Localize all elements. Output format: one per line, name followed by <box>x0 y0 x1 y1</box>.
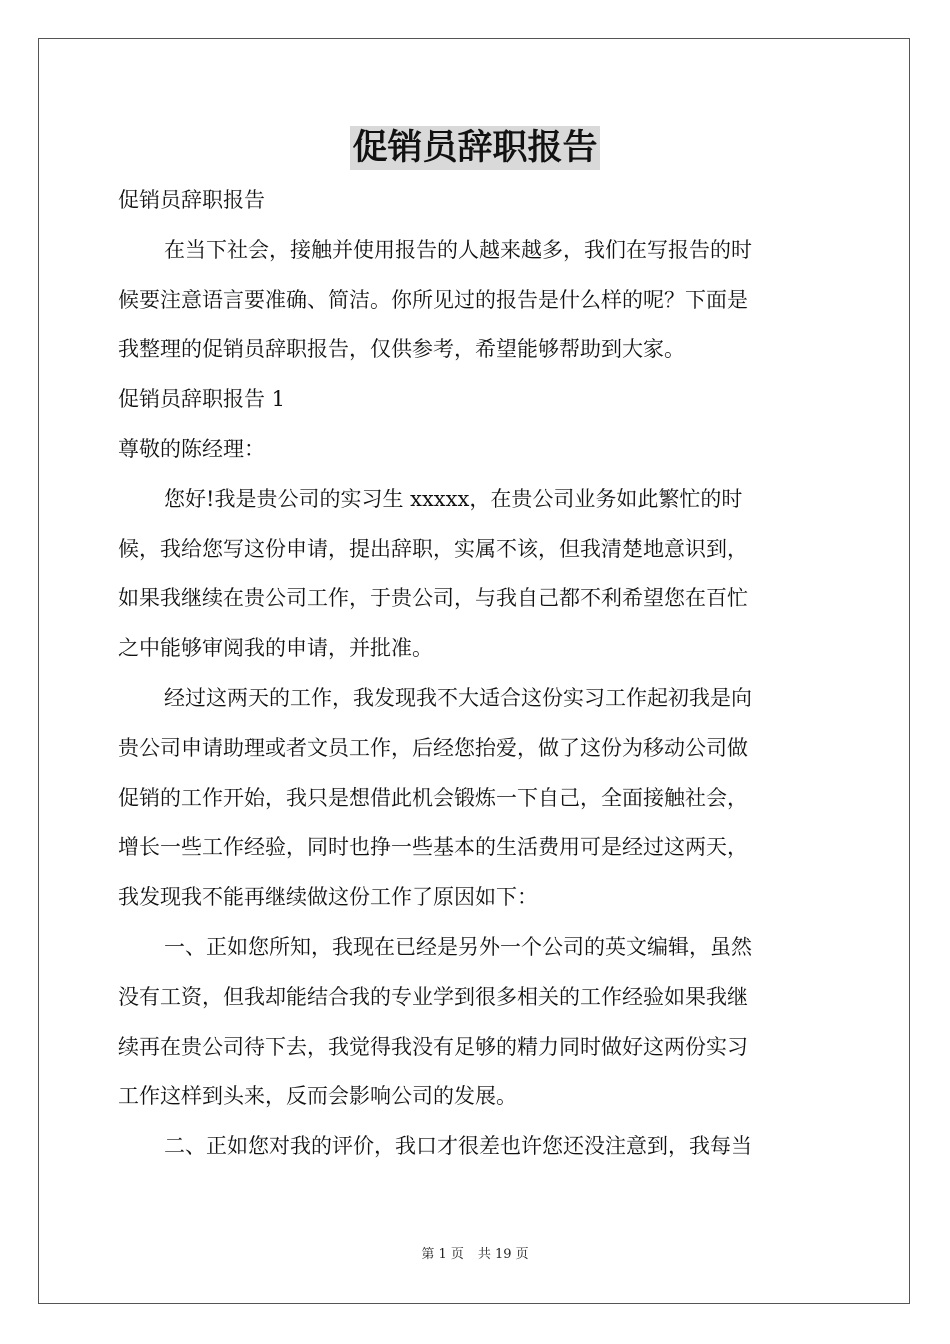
body-line: 我发现我不能再继续做这份工作了原因如下： <box>118 885 538 910</box>
body-line: 候要注意语言要准确、简洁。你所见过的报告是什么样的呢？下面是 <box>118 287 748 312</box>
total-pages: 共 19 页 <box>477 1247 529 1262</box>
body-line: 之中能够审阅我的申请，并批准。 <box>118 636 433 661</box>
body-line: 二、正如您对我的评价，我口才很差也许您还没注意到，我每当 <box>164 1134 752 1159</box>
body-line: 经过这两天的工作，我发现我不大适合这份实习工作起初我是向 <box>164 685 752 710</box>
body-line: 贵公司申请助理或者文员工作，后经您抬爱，做了这份为移动公司做 <box>118 735 748 760</box>
body-line: 促销员辞职报告 1 <box>118 387 286 412</box>
document-title: 促销员辞职报告 <box>352 127 598 168</box>
body-line: 候，我给您写这份申请，提出辞职，实属不该，但我清楚地意识到， <box>118 536 748 561</box>
body-line: 增长一些工作经验，同时也挣一些基本的生活费用可是经过这两天， <box>118 835 748 860</box>
body-line: 我整理的促销员辞职报告，仅供参考，希望能够帮助到大家。 <box>118 337 685 362</box>
page-number: 第 1 页 <box>421 1247 464 1262</box>
body-line: 促销的工作开始，我只是想借此机会锻炼一下自己，全面接触社会， <box>118 785 748 810</box>
title-container <box>0 126 950 170</box>
body-line: 没有工资，但我却能结合我的专业学到很多相关的工作经验如果我继 <box>118 984 748 1009</box>
body-line: 一、正如您所知，我现在已经是另外一个公司的英文编辑，虽然 <box>164 934 752 959</box>
body-line: 在当下社会，接触并使用报告的人越来越多，我们在写报告的时 <box>164 237 752 262</box>
body-line: 尊敬的陈经理： <box>118 436 265 461</box>
body-line: 续再在贵公司待下去，我觉得我没有足够的精力同时做好这两份实习 <box>118 1034 748 1059</box>
document-body <box>118 176 834 1172</box>
body-line: 促销员辞职报告 <box>118 188 265 212</box>
body-line: 您好!我是贵公司的实习生 xxxxx，在贵公司业务如此繁忙的时 <box>164 486 743 511</box>
body-line: 如果我继续在贵公司工作，于贵公司，与我自己都不利希望您在百忙 <box>118 586 748 611</box>
page-footer <box>0 1246 950 1264</box>
body-line: 工作这样到头来，反而会影响公司的发展。 <box>118 1084 517 1109</box>
